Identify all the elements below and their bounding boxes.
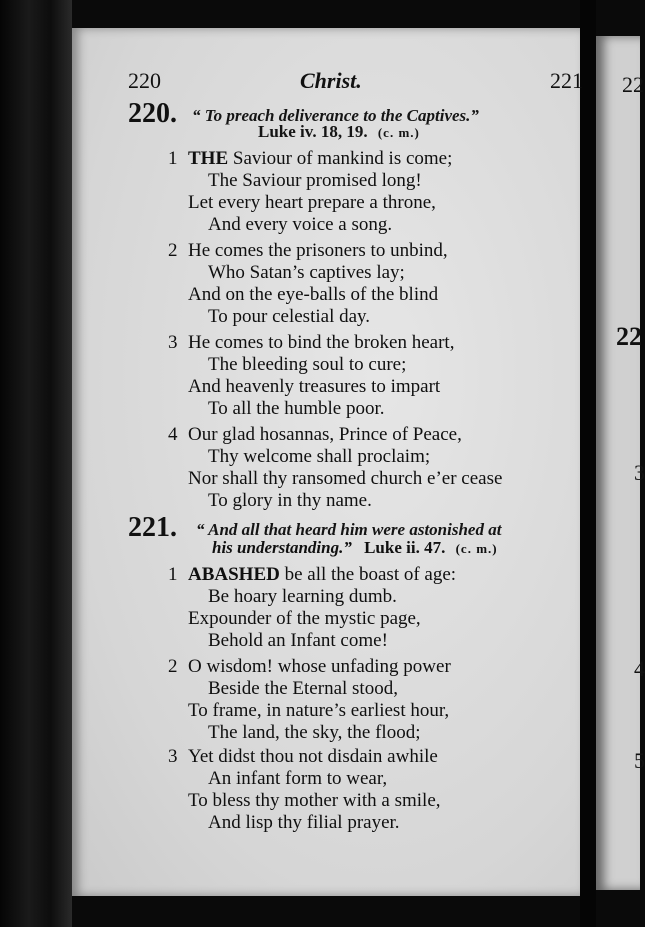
page-number-left: 220	[128, 68, 161, 93]
verse-line	[188, 564, 456, 586]
verse-number: 2	[168, 240, 178, 261]
hymn-number: 220.	[128, 98, 177, 129]
verse-line: To bless thy mother with a smile,	[188, 790, 441, 811]
running-title: Christ.	[300, 68, 362, 93]
verse-line: And lisp thy filial prayer.	[208, 812, 400, 833]
verse-number: 2	[168, 656, 178, 677]
verse-line-text: Saviour of mankind is come;	[232, 148, 453, 169]
meter: (c. m.)	[455, 541, 498, 556]
reference-text: Luke ii. 47.	[364, 538, 446, 557]
hymn-number: 221.	[128, 512, 177, 543]
facing-verse-number: 5	[634, 748, 645, 773]
hymn-epigraph: “ And all that heard him were astonished at	[196, 520, 502, 539]
verse-initial-caps: ABASHED	[188, 564, 280, 585]
verse-line: An infant form to wear,	[208, 768, 388, 789]
verse-line: To all the humble poor.	[208, 398, 385, 419]
verse-line: And heavenly treasures to impart	[188, 376, 441, 397]
verse-line: Who Satan’s captives lay;	[208, 262, 405, 283]
facing-hymn-number: 22	[616, 322, 642, 351]
page-number-right: 221	[550, 68, 583, 93]
verse-line	[188, 148, 452, 170]
hymn-epigraph: “ To preach deliverance to the Captives.”	[192, 106, 479, 125]
verse-number: 3	[168, 332, 178, 353]
verse-line: The Saviour promised long!	[208, 170, 422, 191]
verse-line-text: be all the boast of age:	[284, 564, 457, 585]
verse-line: Thy welcome shall proclaim;	[208, 446, 431, 467]
verse-initial-caps: THE	[188, 148, 229, 169]
verse-line: And every voice a song.	[208, 214, 393, 235]
verse-line: He comes the prisoners to unbind,	[188, 240, 448, 261]
reference-text: Luke iv. 18, 19.	[258, 122, 368, 141]
facing-page-number: 22	[622, 72, 644, 97]
facing-verse-number: 4	[634, 656, 645, 681]
verse-line: He comes to bind the broken heart,	[188, 332, 455, 353]
facing-verse-number: 3	[634, 460, 645, 485]
verse-line: Our glad hosannas, Prince of Peace,	[188, 424, 462, 445]
hymn-epigraph-continued	[212, 538, 498, 558]
book-page	[72, 28, 583, 896]
verse-line: Beside the Eternal stood,	[208, 678, 398, 699]
verse-line: The bleeding soul to cure;	[208, 354, 407, 375]
book-spine-left	[0, 0, 72, 927]
verse-line: Nor shall thy ransomed church e’er cease	[188, 468, 503, 489]
verse-line: To pour celestial day.	[208, 306, 371, 327]
verse-number: 4	[168, 424, 178, 445]
verse-line: O wisdom! whose unfading power	[188, 656, 451, 677]
verse-number: 1	[168, 148, 178, 169]
verse-number: 1	[168, 564, 178, 585]
verse-line: Expounder of the mystic page,	[188, 608, 421, 629]
verse-line: And on the eye-balls of the blind	[188, 284, 439, 305]
verse-line: To glory in thy name.	[208, 490, 372, 511]
scripture-reference	[258, 122, 420, 142]
verse-line: Yet didst thou not disdain awhile	[188, 746, 438, 767]
facing-page-edge	[596, 36, 645, 890]
verse-line: The land, the sky, the flood;	[208, 722, 421, 743]
verse-line: Let every heart prepare a throne,	[188, 192, 436, 213]
book-gutter	[580, 0, 596, 927]
verse-line: Behold an Infant come!	[208, 630, 388, 651]
epigraph-text: his understanding.”	[212, 538, 352, 557]
verse-line: To frame, in nature’s earliest hour,	[188, 700, 450, 721]
meter: (c. m.)	[377, 125, 420, 140]
verse-number: 3	[168, 746, 178, 767]
verse-line: Be hoary learning dumb.	[208, 586, 397, 607]
